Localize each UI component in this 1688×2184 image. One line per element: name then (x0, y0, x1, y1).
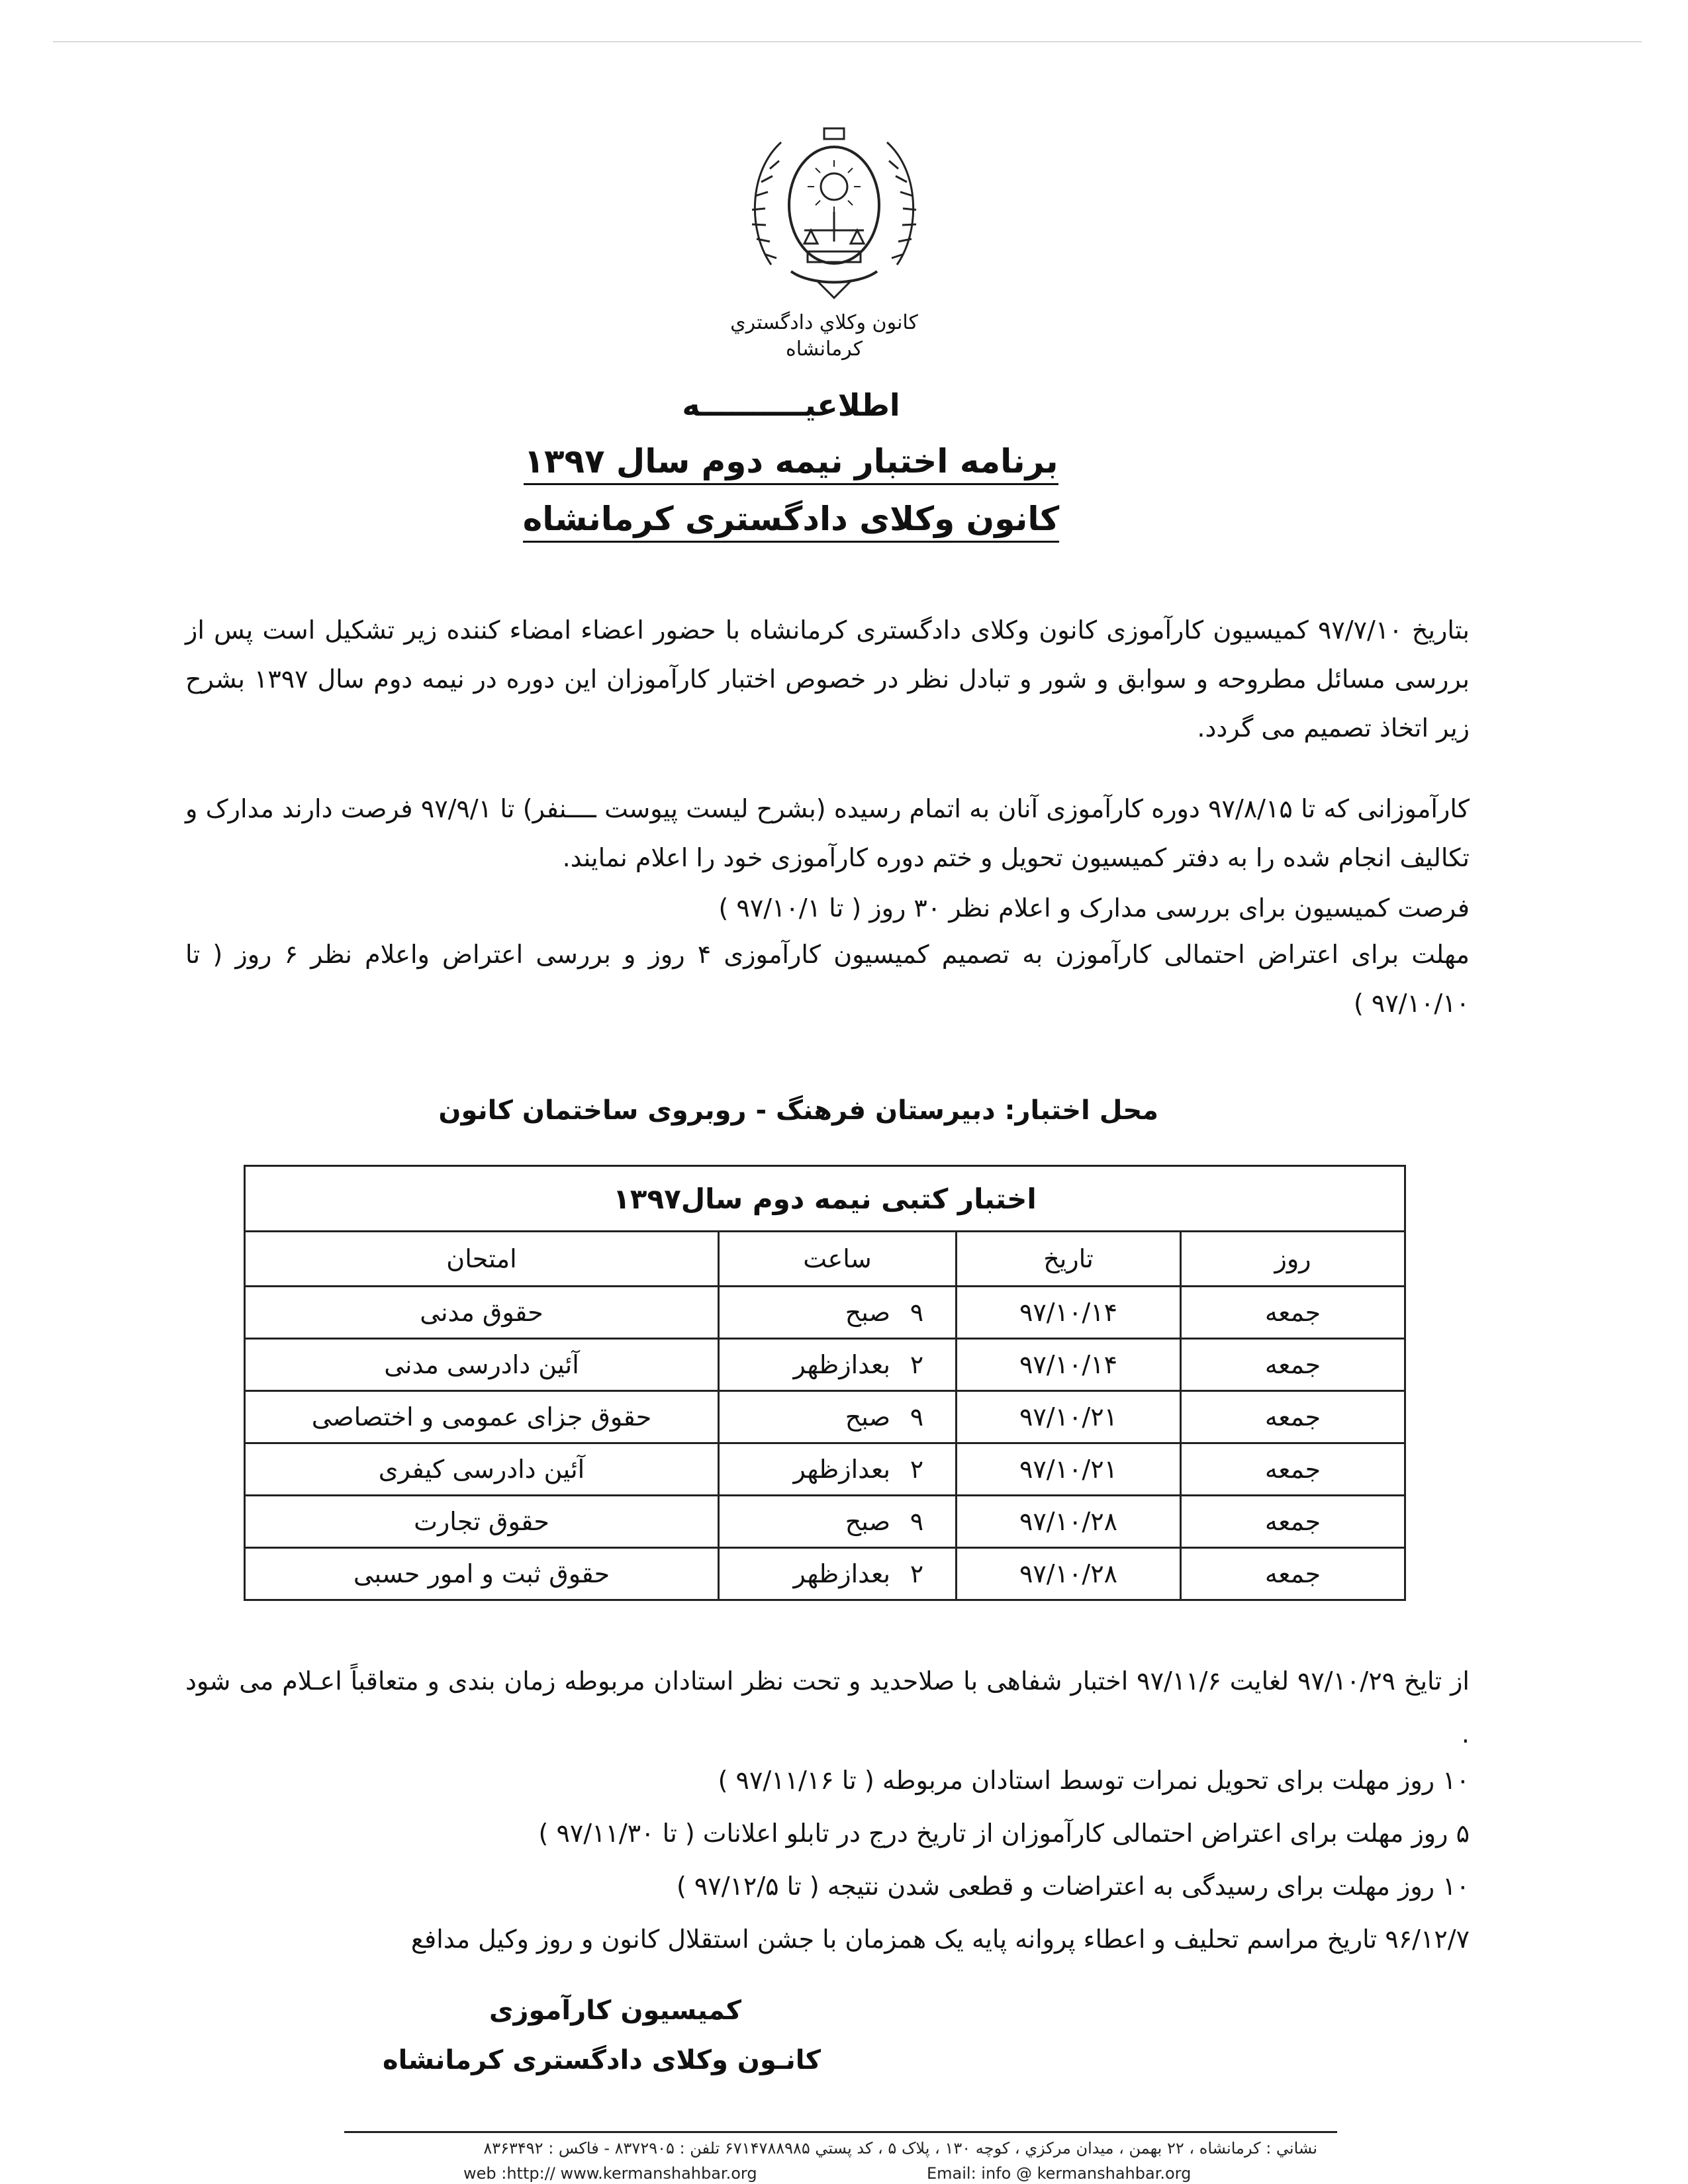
cell-hour: ۲ (910, 1559, 924, 1588)
footer-address: نشاني : کرمانشاه ، ۲۲ بهمن ، ميدان مرکزي ، کوچه ۱۳۰ ، پلاک ۵ ، کد پستي ۶۷۱۴۷۸۸۹۸۵ تلفن : ۸۳۷۲۹۰۵ - فاکس : ۸۳۶۳۴۹۲ (483, 2139, 1317, 2158)
exam-schedule-table (244, 1165, 1406, 1601)
header-exam: امتحان (245, 1232, 719, 1287)
cell-exam: حقوق مدنی (245, 1287, 719, 1339)
cell-hour: ۹ (910, 1507, 924, 1536)
cell-exam: حقوق جزای عمومی و اختصاصی (245, 1391, 719, 1443)
cell-date: ۹۷/۱۰/۲۸ (957, 1548, 1181, 1600)
cell-day: جمعه (1181, 1287, 1405, 1339)
table-row (245, 1496, 1405, 1548)
document-title (0, 442, 1635, 480)
list-item: ۵ روز مهلت برای اعتراض احتمالی کارآموزان از تاریخ درج در تابلو اعلانات ( تا ۹۷/۱۱/۳۰ ) (538, 1819, 1470, 1848)
cell-date: ۹۷/۱۰/۱۴ (957, 1339, 1181, 1391)
cell-exam: حقوق ثبت و امور حسبی (245, 1548, 719, 1600)
cell-hour: ۲ (910, 1455, 924, 1484)
list-item: ۹۶/۱۲/۷ تاریخ مراسم تحلیف و اعطاء پروانه پایه یک همزمان با جشن استقلال کانون و روز وکیل مدافع (410, 1925, 1470, 1954)
cell-exam: حقوق تجارت (245, 1496, 719, 1548)
bar-association-emblem-icon (745, 113, 923, 311)
paragraph-oral-exam: از تایخ ۹۷/۱۰/۲۹ لغایت ۹۷/۱۱/۶ اختبار شفاهی با صلاحدید و تحت نظر استادان مربوطه زمان بندی و متعاقباً اعـلام می شود . (185, 1666, 1470, 1749)
header-time: ساعت (719, 1232, 957, 1287)
table-caption: اختبار کتبی نیمه دوم سال۱۳۹۷ (245, 1166, 1405, 1232)
cell-day: جمعه (1181, 1339, 1405, 1391)
scan-edge-line (53, 41, 1642, 42)
table-row (245, 1548, 1405, 1600)
cell-period: بعدازظهر (793, 1350, 890, 1379)
table-header-row (245, 1232, 1405, 1287)
cell-hour: ۹ (910, 1298, 924, 1327)
cell-time (719, 1287, 957, 1339)
cell-date: ۹۷/۱۰/۱۴ (957, 1287, 1181, 1339)
list-item: ۱۰ روز مهلت برای تحویل نمرات توسط استادان مربوطه ( تا ۹۷/۱۱/۱۶ ) (718, 1766, 1470, 1795)
document-org-text: کانون وکلای دادگستری کرمانشاه (523, 500, 1059, 543)
cell-exam: آئین دادرسی مدنی (245, 1339, 719, 1391)
cell-period: بعدازظهر (793, 1455, 890, 1484)
exam-location: محل اختبار: دبیرستان فرهنگ - روبروی ساختمان کانون (438, 1095, 1158, 1126)
cell-day: جمعه (1181, 1443, 1405, 1496)
table-row (245, 1339, 1405, 1391)
org-name-line2: کرمانشاه (785, 338, 863, 361)
cell-day: جمعه (1181, 1496, 1405, 1548)
cell-exam: آئین دادرسی کیفری (245, 1443, 719, 1496)
org-name-line1: کانون وکلاي دادگستري (730, 311, 918, 334)
cell-time (719, 1496, 957, 1548)
footer-divider (344, 2131, 1337, 2133)
document-title-text: برنامه اختبار نیمه دوم سال ۱۳۹۷ (524, 442, 1058, 485)
header-date: تاریخ (957, 1232, 1181, 1287)
cell-period: صبح (845, 1402, 890, 1432)
header-day: روز (1181, 1232, 1405, 1287)
cell-time (719, 1548, 957, 1600)
footer-website-link[interactable]: web :http:// www.kermanshahbar.org (463, 2164, 757, 2183)
table-row (245, 1443, 1405, 1496)
cell-date: ۹۷/۱۰/۲۸ (957, 1496, 1181, 1548)
cell-date: ۹۷/۱۰/۲۱ (957, 1443, 1181, 1496)
cell-day: جمعه (1181, 1548, 1405, 1600)
cell-period: صبح (845, 1507, 890, 1536)
table-row (245, 1287, 1405, 1339)
list-item: ۱۰ روز مهلت برای رسیدگی به اعتراضات و قطعی شدن نتیجه ( تا ۹۷/۱۲/۵ ) (676, 1872, 1470, 1901)
cell-time (719, 1391, 957, 1443)
cell-day: جمعه (1181, 1391, 1405, 1443)
cell-time (719, 1339, 957, 1391)
paragraph-review-period: فرصت کمیسیون برای بررسی مدارک و اعلام نظر ۳۰ روز ( تا ۹۷/۱۰/۱ ) (718, 893, 1470, 923)
cell-hour: ۲ (910, 1350, 924, 1379)
document-org-heading (0, 500, 1635, 538)
paragraph-decision: بتاریخ ۹۷/۷/۱۰ کمیسیون کارآموزی کانون وکلای دادگستری کرمانشاه با حضور اعضاء امضاء کننده زیر تشکیل است پس از بررسی مسائل مطروحه و سوابق و شور و تبادل نظر در خصوص اختبار کارآموزان این دوره در نیمه دوم سال ۱۳۹۷ بشرح زیر اتخاذ تصمیم می گردد. (185, 615, 1470, 743)
cell-hour: ۹ (910, 1402, 924, 1432)
cell-period: صبح (845, 1298, 890, 1327)
cell-date: ۹۷/۱۰/۲۱ (957, 1391, 1181, 1443)
signature-committee: کمیسیون کارآموزی (489, 1995, 741, 2026)
signature-org: کانـون وکلای دادگستری کرمانشاه (382, 2045, 821, 2075)
notice-heading: اطلاعیــــــــــه (682, 387, 900, 423)
footer-email-link[interactable]: Email: info @ kermanshahbar.org (927, 2164, 1192, 2183)
cell-time (719, 1443, 957, 1496)
table-row (245, 1391, 1405, 1443)
paragraph-objection-period: مهلت برای اعتراض احتمالی کارآموزن به تصمیم کمیسیون کارآموزی ۴ روز و بررسی اعتراض واعلام نظر ۶ روز ( تا ۹۷/۱۰/۱۰ ) (185, 940, 1470, 1018)
cell-period: بعدازظهر (793, 1559, 890, 1588)
paragraph-deadline: کارآموزانی که تا ۹۷/۸/۱۵ دوره کارآموزی آنان به اتمام رسیده (بشرح لیست پیوست ــــنفر) تا ۹۷/۹/۱ فرصت دارند مدارک و تکالیف انجام شده را به دفتر کمیسیون تحویل و ختم دوره کارآموزی خود را اعلام نمایند. (185, 794, 1470, 872)
